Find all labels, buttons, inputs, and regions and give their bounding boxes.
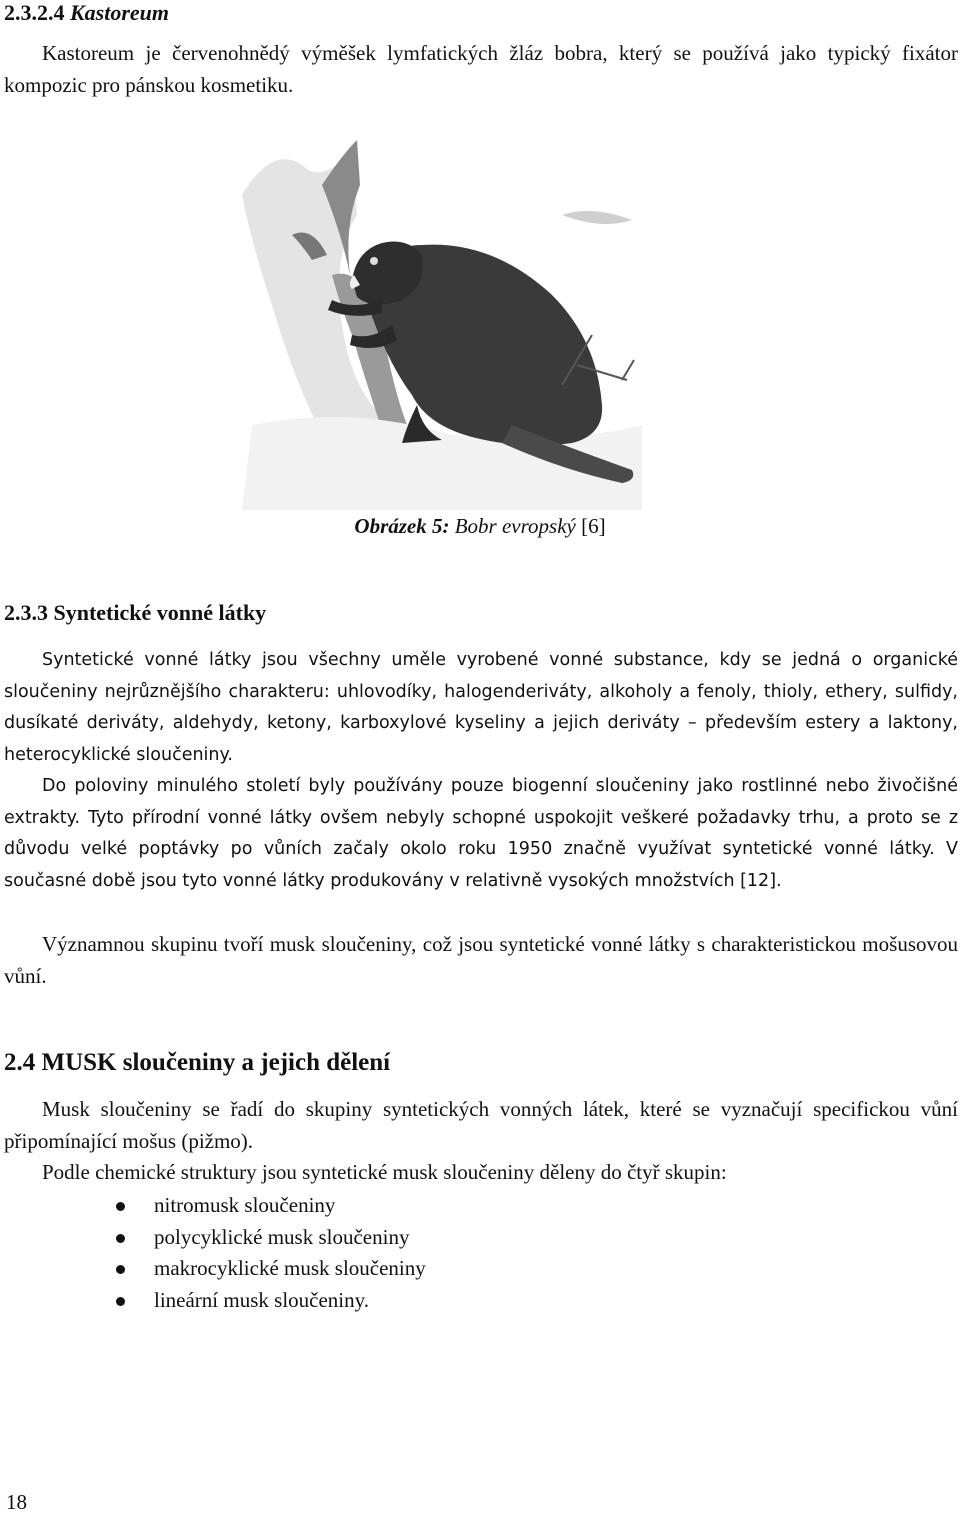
synthetic-paragraph-3: [4, 929, 958, 992]
caption-label: Obrázek 5:: [354, 514, 450, 538]
synthetic-paragraph-1: [4, 645, 958, 771]
list-item: [108, 1222, 426, 1254]
beaver-illustration: [232, 125, 652, 510]
bullet-icon: [116, 1202, 125, 1211]
list-item-text: polycyklické musk sloučeniny: [154, 1224, 410, 1249]
list-item: [108, 1190, 426, 1222]
section-number: 2.3.2.4: [4, 0, 65, 25]
musk-paragraph-1: [4, 1094, 958, 1157]
list-item: [108, 1285, 426, 1317]
section-title: Kastoreum: [70, 0, 170, 25]
synthetic-text-2: Do poloviny minulého století byly používány pouze biogenní sloučeniny jako rostlinné nebo živočišné extrakty. Tyto přírodní vonné látky ovšem nebyly schopné uspokojit veškeré požadavky trhu, a proto se z důvodu velké poptávky po vůních začaly okolo roku 1950 značně využívat syntetické vonné látky. V současné době jsou tyto vonné látky produkovány v relativně vysokých množstvích [12].: [4, 776, 958, 891]
synthetic-text-3: Významnou skupinu tvoří musk sloučeniny, což jsou syntetické vonné látky s charakteristickou mošusovou vůní.: [4, 932, 958, 988]
bullet-icon: [116, 1234, 125, 1243]
caption-reference: [6]: [581, 514, 606, 538]
section-title: MUSK sloučeniny a jejich dělení: [41, 1049, 391, 1076]
synthetic-text-1: Syntetické vonné látky jsou všechny uměle vyrobené vonné substance, kdy se jedná o organické sloučeniny nejrůznějšího charakteru: uhlovodíky, halogenderiváty, alkoholy a fenoly, thioly, ethery, sulfidy, dusíkaté deriváty, aldehydy, ketony, karboxylové kyseliny a jejich deriváty – především estery a laktony, heterocyklické sloučeniny.: [4, 650, 958, 765]
musk-text-1: Musk sloučeniny se řadí do skupiny syntetických vonných látek, které se vyznačují specifickou vůní připomínající mošus (pižmo).: [4, 1097, 958, 1153]
bullet-icon: [116, 1265, 125, 1274]
list-item-text: lineární musk sloučeniny.: [154, 1287, 370, 1312]
synthetic-paragraph-2: [4, 771, 958, 897]
bullet-icon: [116, 1297, 125, 1306]
section-number: 2.3.3: [4, 600, 48, 625]
page-number: 18: [6, 1490, 27, 1514]
section-title: Syntetické vonné látky: [53, 600, 267, 625]
kastoreum-text: Kastoreum je červenohnědý výměšek lymfatických žláz bobra, který se používá jako typický fixátor kompozic pro pánskou kosmetiku.: [4, 41, 958, 97]
section-number: 2.4: [4, 1049, 36, 1076]
musk-text-2: Podle chemické struktury jsou syntetické musk sloučeniny děleny do čtyř skupin:: [42, 1160, 727, 1184]
list-item-text: makrocyklické musk sloučeniny: [154, 1256, 426, 1280]
section-heading-kastoreum: [4, 0, 169, 26]
section-heading-synthetic: [4, 600, 266, 626]
musk-paragraph-2: [4, 1157, 958, 1189]
list-item: [108, 1253, 426, 1285]
figure-caption: [0, 514, 960, 539]
caption-text: Bobr evropský: [454, 514, 576, 538]
musk-groups-list: [108, 1190, 426, 1316]
kastoreum-paragraph: [4, 38, 958, 101]
section-heading-musk: [4, 1049, 390, 1077]
list-item-text: nitromusk sloučeniny: [154, 1193, 336, 1217]
